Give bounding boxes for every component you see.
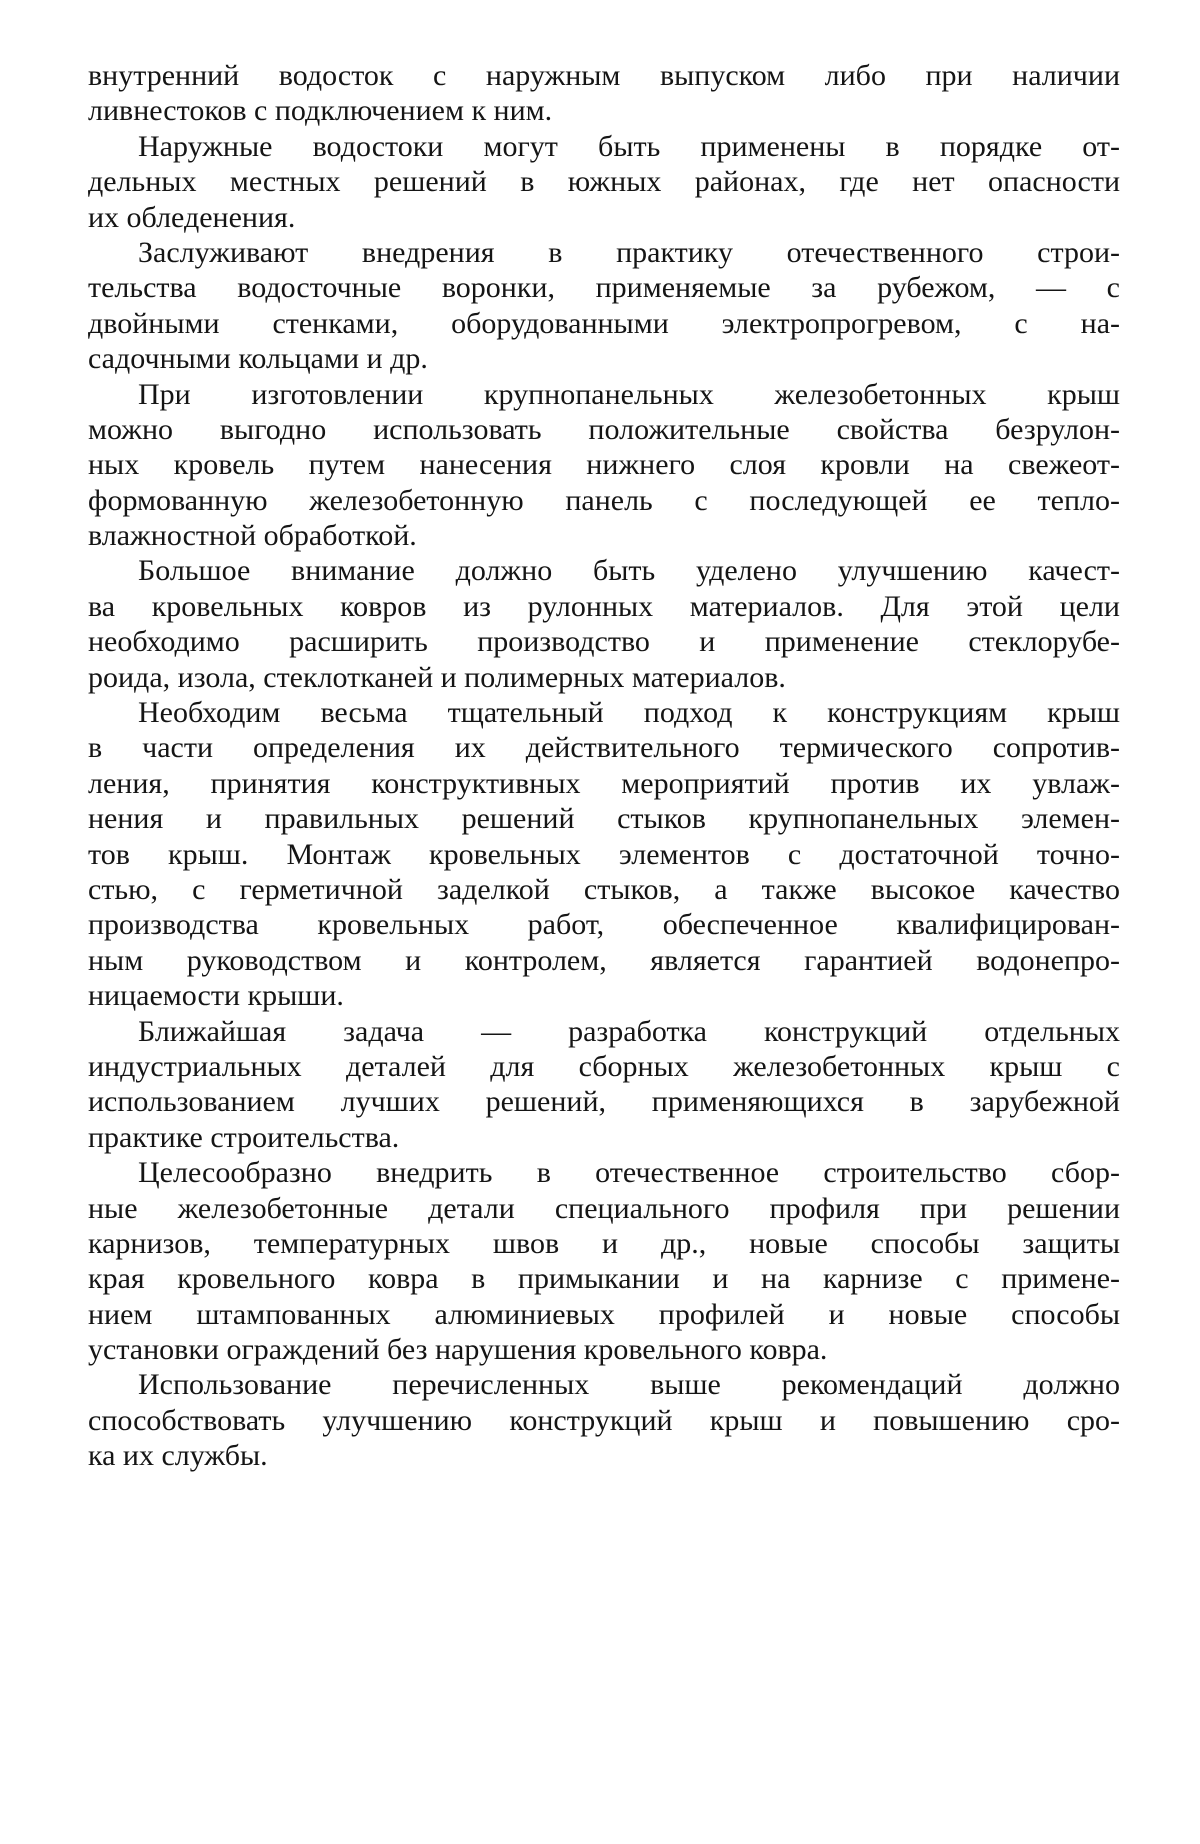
paragraph	[88, 695, 1120, 1014]
text-line: Наружные водостоки могут быть применены в порядке от-	[138, 129, 1120, 163]
paragraph	[88, 553, 1120, 695]
text-line: использованием лучших решений, применяющихся в зарубежной	[88, 1085, 1120, 1119]
text-line: влажностной обработкой.	[88, 519, 417, 553]
text-line: производства кровельных работ, обеспеченное квалифицирован-	[88, 908, 1120, 942]
text-line: садочными кольцами и др.	[88, 342, 428, 376]
text-line: в части определения их действительного термического сопротив-	[88, 731, 1120, 765]
text-line: Большое внимание должно быть уделено улучшению качест-	[138, 554, 1120, 588]
text-line: ва кровельных ковров из рулонных материалов. Для этой цели	[88, 589, 1120, 623]
text-line: их обледенения.	[88, 200, 296, 234]
page-text-body	[88, 58, 1120, 1474]
text-line: необходимо расширить производство и применение стеклорубе-	[88, 625, 1120, 659]
text-line: роида, изола, стеклотканей и полимерных материалов.	[88, 660, 786, 694]
paragraph	[88, 235, 1120, 377]
paragraph	[88, 58, 1120, 129]
text-line: тов крыш. Монтаж кровельных элементов с достаточной точно-	[88, 837, 1120, 871]
text-line: карнизов, температурных швов и др., новые способы защиты	[88, 1226, 1120, 1260]
text-line: двойными стенками, оборудованными электропрогревом, с на-	[88, 306, 1120, 340]
text-line: ницаемости крыши.	[88, 979, 344, 1013]
text-line: индустриальных деталей для сборных железобетонных крыш с	[88, 1049, 1120, 1083]
text-line: можно выгодно использовать положительные свойства безрулон-	[88, 412, 1120, 446]
text-line: установки ограждений без нарушения кровельного ковра.	[88, 1333, 828, 1367]
text-line: дельных местных решений в южных районах, где нет опасности	[88, 165, 1120, 199]
text-line: ливнестоков с подключением к ним.	[88, 94, 553, 128]
text-line: внутренний водосток с наружным выпуском либо при наличии	[88, 59, 1120, 92]
text-line: тельства водосточные воронки, применяемые за рубежом, — с	[88, 271, 1120, 305]
text-line: стью, с герметичной заделкой стыков, а также высокое качество	[88, 872, 1120, 906]
paragraph	[88, 1155, 1120, 1367]
text-line: нения и правильных решений стыков крупнопанельных элемен-	[88, 802, 1120, 836]
paragraph	[88, 377, 1120, 554]
text-line: ных кровель путем нанесения нижнего слоя кровли на свежеот-	[88, 448, 1120, 482]
paragraph	[88, 1014, 1120, 1156]
text-line: ные железобетонные детали специального профиля при решении	[88, 1191, 1120, 1225]
text-line: Необходим весьма тщательный подход к конструкциям крыш	[138, 696, 1120, 730]
paragraph	[88, 129, 1120, 235]
text-line: При изготовлении крупнопанельных железобетонных крыш	[138, 377, 1120, 411]
text-line: края кровельного ковра в примыкании и на карнизе с примене-	[88, 1262, 1120, 1296]
text-line: нием штампованных алюминиевых профилей и новые способы	[88, 1297, 1120, 1331]
text-line: ления, принятия конструктивных мероприятий против их увлаж-	[88, 766, 1120, 800]
text-line: формованную железобетонную панель с последующей ее тепло-	[88, 483, 1120, 517]
text-line: Целесообразно внедрить в отечественное строительство сбор-	[138, 1156, 1120, 1190]
text-line: ка их службы.	[88, 1439, 268, 1473]
text-line: ным руководством и контролем, является гарантией водонепро-	[88, 943, 1120, 977]
text-line: практике строительства.	[88, 1120, 400, 1154]
text-line: Использование перечисленных выше рекомендаций должно	[138, 1368, 1120, 1402]
text-line: Ближайшая задача — разработка конструкций отдельных	[138, 1014, 1120, 1048]
paragraph	[88, 1367, 1120, 1473]
text-line: способствовать улучшению конструкций крыш и повышению сро-	[88, 1403, 1120, 1437]
text-line: Заслуживают внедрения в практику отечественного строи-	[138, 235, 1120, 269]
